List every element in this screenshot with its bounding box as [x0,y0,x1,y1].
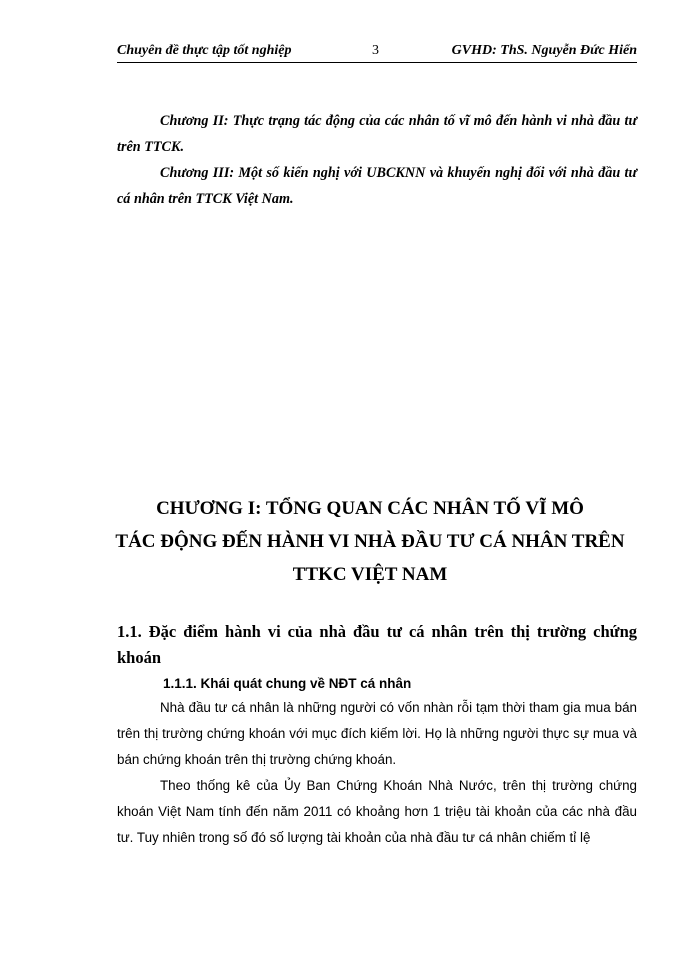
chapter-title-line-3: TTKC VIỆT NAM [292,564,448,585]
subsection-heading: 1.1.1. Khái quát chung về NĐT cá nhân [163,676,412,691]
header-supervisor: GVHD: ThS. Nguyễn Đức Hiển [451,43,637,58]
body-paragraph-2-text: Theo thống kê của Ủy Ban Chứng Khoán Nhà Nước, trên thị trường chứng khoán Việt Nam tính đến năm 2011 có khoảng hơn 1 triệu tài khoản của các nhà đầu tư. Tuy nhiên trong số đó số lượng tài khoản của nhà đầu tư cá nhân chiếm tỉ lệ [117,778,637,845]
intro-chapter-2-text: Chương II: Thực trạng tác động của các nhân tố vĩ mô đến hành vi nhà đầu tư trên TTCK. [117,113,637,155]
body-paragraph-1-text: Nhà đầu tư cá nhân là những người có vốn nhàn rỗi tạm thời tham gia mua bán trên thị trường chứng khoán với mục đích kiếm lời. Họ là những người thực sự mua và bán chứng khoán trên thị trường chứng khoán. [117,700,637,767]
page-number: 3 [372,43,379,58]
intro-chapter-2 [117,108,637,160]
section-heading: 1.1. Đặc điểm hành vi của nhà đầu tư cá nhân trên thị trường chứng khoán [117,622,637,667]
header-title: Chuyên đề thực tập tốt nghiệp [117,43,292,58]
body-paragraph-1 [117,695,637,773]
chapter-title [100,492,640,591]
chapter-title-line-2: TÁC ĐỘNG ĐẾN HÀNH VI NHÀ ĐẦU TƯ CÁ NHÂN TRÊN [115,531,625,552]
intro-chapter-3 [117,160,637,212]
intro-chapter-3-text: Chương III: Một số kiến nghị với UBCKNN và khuyến nghị đối với nhà đầu tư cá nhân trên TTCK Việt Nam. [117,165,637,207]
chapter-title-line-1: CHƯƠNG I: TỔNG QUAN CÁC NHÂN TỐ VĨ MÔ [156,498,584,519]
page-header [117,40,637,63]
body-paragraph-2 [117,773,637,851]
